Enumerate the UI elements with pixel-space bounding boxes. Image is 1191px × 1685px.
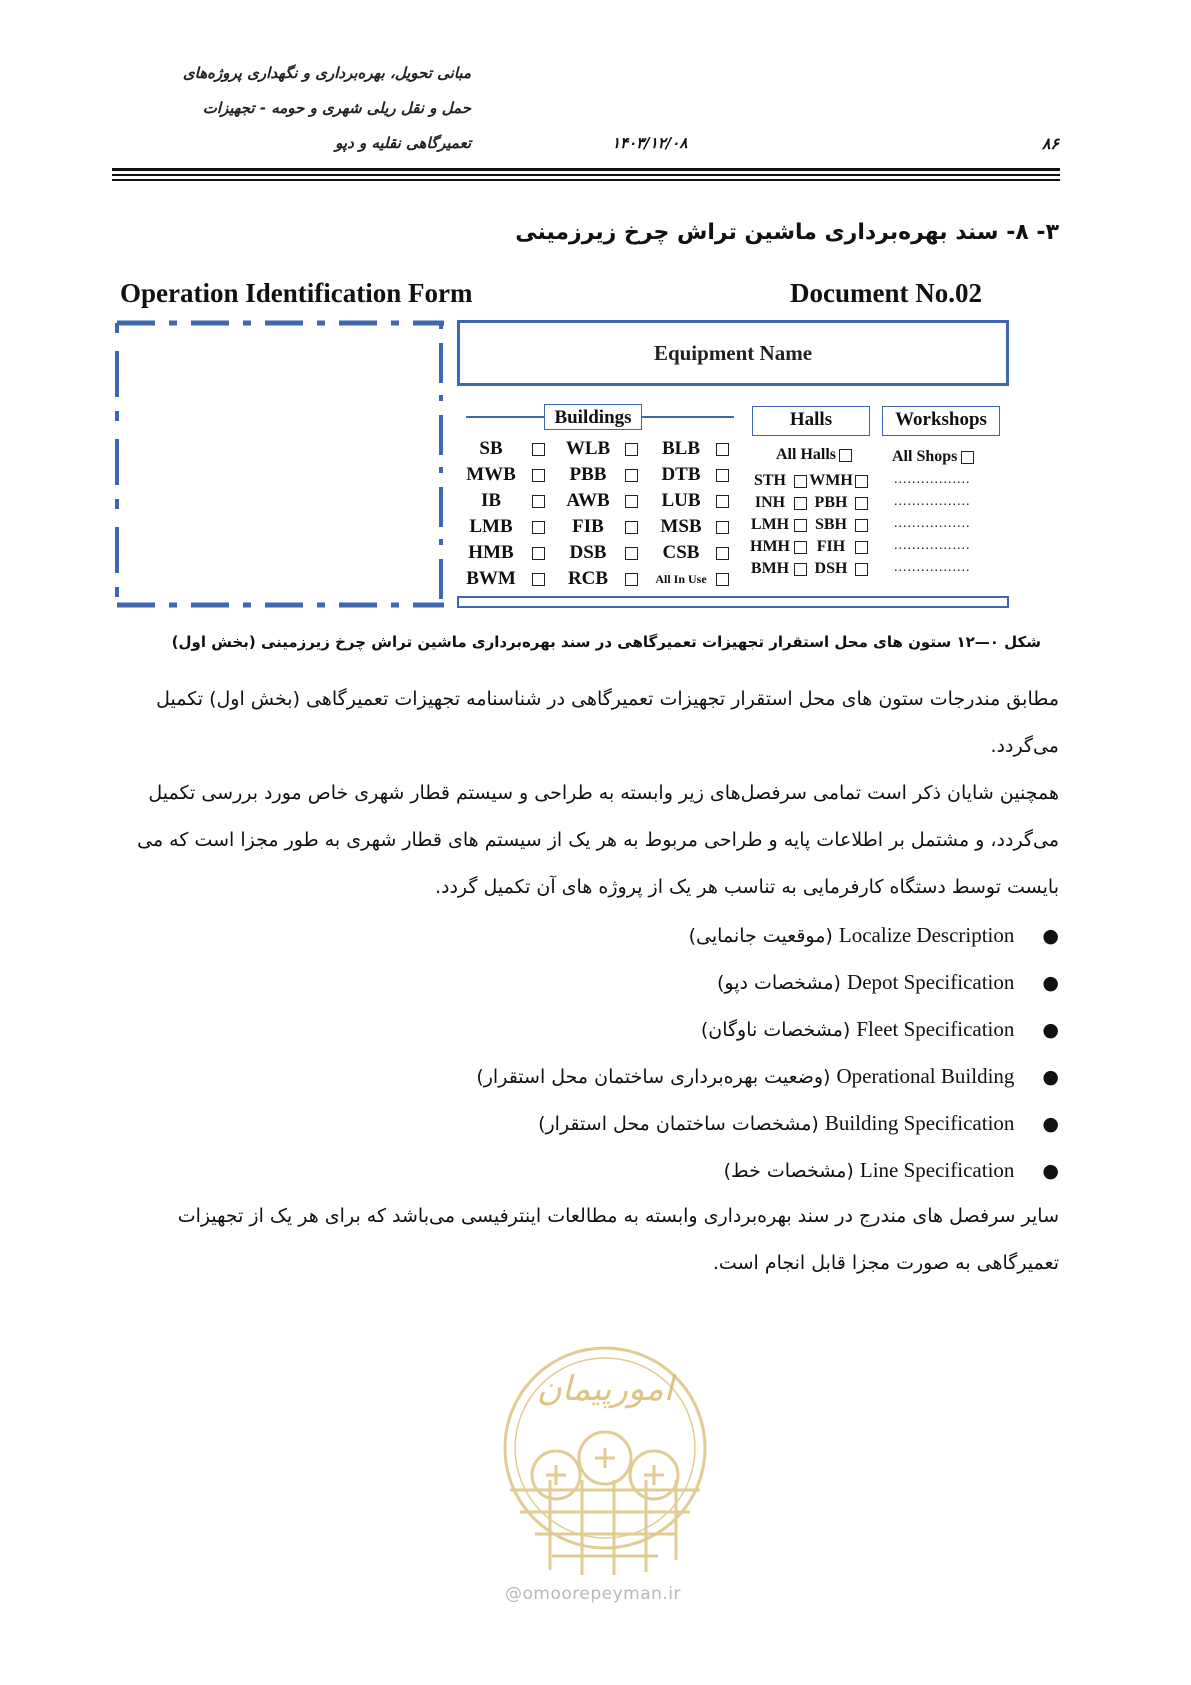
bullet-en: Fleet Specification <box>856 1017 1015 1041</box>
hall-code: SBH <box>814 516 847 533</box>
hall-code: DSH <box>814 560 848 577</box>
bullet-dot: ● <box>1042 925 1059 947</box>
checkbox[interactable] <box>532 469 545 482</box>
form-title: Operation Identification Form <box>120 278 473 308</box>
building-code: BLB <box>661 438 701 459</box>
page-number: ۸۶ <box>1041 134 1059 153</box>
building-code: IB <box>480 490 502 511</box>
bullet-dot: ● <box>1042 1160 1059 1182</box>
checkbox[interactable] <box>716 469 729 482</box>
workshop-blank[interactable]: ................. <box>894 472 971 487</box>
hall-code: PBH <box>814 494 848 511</box>
bullet-item <box>701 1017 1059 1042</box>
bullet-fa: (موقعیت جانمایی) <box>688 925 833 947</box>
building-code: SB <box>479 438 503 459</box>
equipment-name-label: Equipment Name <box>653 340 813 365</box>
bullet-item <box>724 1158 1059 1183</box>
equipment-name-box <box>457 320 1009 386</box>
bullet-dot: ● <box>1042 1113 1059 1135</box>
watermark-logo <box>490 1330 720 1590</box>
watermark-logo-text: امورپیمان <box>536 1369 674 1409</box>
header-date: ۱۴۰۳/۱۲/۰۸ <box>612 134 688 152</box>
building-code: LUB <box>661 490 701 511</box>
checkbox[interactable] <box>532 573 545 586</box>
hall-code: HMH <box>750 538 790 555</box>
building-code: MWB <box>466 464 516 485</box>
checkbox[interactable] <box>532 547 545 560</box>
checkbox[interactable] <box>625 547 638 560</box>
checkbox[interactable] <box>716 547 729 560</box>
building-code: HMB <box>468 542 514 563</box>
paragraph-1-line-2: می‌گردد. <box>990 735 1059 757</box>
checkbox[interactable] <box>839 449 852 462</box>
building-code: WLB <box>565 438 611 459</box>
building-row <box>460 566 729 592</box>
halls-grid <box>750 470 868 580</box>
checkbox[interactable] <box>855 497 868 510</box>
checkbox[interactable] <box>855 475 868 488</box>
hall-code: FIH <box>816 538 846 555</box>
bullet-fa: (وضعیت بهره‌برداری ساختمان محل استقرار) <box>476 1066 831 1088</box>
checkbox[interactable] <box>532 495 545 508</box>
bullet-fa: (مشخصات ساختمان محل استقرار) <box>538 1113 819 1135</box>
building-code: PBB <box>569 464 607 485</box>
checkbox[interactable] <box>855 519 868 532</box>
dashed-frame <box>114 320 444 608</box>
bullet-item <box>538 1111 1059 1136</box>
paragraph-2-line-1: همچنین شایان ذکر است تمامی سرفصل‌های زیر وابسته به طراحی و سیستم قطار شهری خاص مورد بررسی تکمیل <box>148 782 1059 804</box>
header-title-line-1: مبانی تحویل، بهره‌برداری و نگهداری پروژه‌های <box>182 64 471 82</box>
checkbox[interactable] <box>625 495 638 508</box>
paragraph-2-line-3: بایست توسط دستگاه کارفرمایی به تناسب هر یک از پروژه های آن تکمیل گردد. <box>434 876 1059 898</box>
header-rule-top <box>112 168 1060 171</box>
hall-row <box>750 492 868 514</box>
building-row <box>460 514 729 540</box>
checkbox[interactable] <box>794 497 807 510</box>
all-shops-option <box>892 446 974 468</box>
building-code: FIB <box>572 516 604 537</box>
checkbox[interactable] <box>625 443 638 456</box>
building-code: RCB <box>567 568 609 589</box>
buildings-grid <box>460 436 729 592</box>
paragraph-3-line-1: سایر سرفصل های مندرج در سند بهره‌برداری وابسته به مطالعات اینترفیسی می‌باشد که برای هر یک از تجهیزات <box>177 1205 1059 1227</box>
workshop-blank[interactable]: ................. <box>894 516 971 531</box>
building-code: LMB <box>469 516 513 537</box>
all-halls-label: All Halls <box>776 446 837 463</box>
bullet-fa: (مشخصات خط) <box>723 1160 854 1182</box>
all-halls-option <box>776 444 852 466</box>
workshop-blank[interactable]: ................. <box>894 494 971 509</box>
header-rule-bottom <box>112 179 1060 181</box>
section-heading: ۳- ۸- سند بهره‌برداری ماشین تراش چرخ زیرزمینی <box>515 220 1059 245</box>
building-code: DTB <box>661 464 701 485</box>
bullet-en: Localize Description <box>838 923 1015 947</box>
checkbox[interactable] <box>961 451 974 464</box>
building-code: AWB <box>566 490 610 511</box>
checkbox[interactable] <box>716 495 729 508</box>
document-number: Document No.02 <box>790 278 982 308</box>
buildings-label: Buildings <box>544 404 642 430</box>
hall-row <box>750 536 868 558</box>
checkbox[interactable] <box>716 443 729 456</box>
bullet-dot: ● <box>1042 1066 1059 1088</box>
building-row <box>460 462 729 488</box>
workshops-list <box>894 472 971 582</box>
workshop-blank[interactable]: ................. <box>894 560 971 575</box>
hall-code: INH <box>754 494 786 511</box>
workshops-label: Workshops <box>882 406 1000 436</box>
figure-caption: شکل ۰—۱۲ ستون های محل استقرار تجهیزات تعمیرگاهی در سند بهره‌برداری ماشین تراش چرخ زیرزمینی (بخش اول) <box>171 633 1041 651</box>
bullet-dot: ● <box>1042 972 1059 994</box>
paragraph-1-line-1: مطابق مندرجات ستون های محل استقرار تجهیزات تعمیرگاهی در شناسنامه تجهیزات تعمیرگاهی (بخش اول) تکمیل <box>156 688 1059 710</box>
building-code: CSB <box>662 542 700 563</box>
checkbox[interactable] <box>794 563 807 576</box>
bullet-item <box>717 970 1059 995</box>
bullet-dot: ● <box>1042 1019 1059 1041</box>
hall-code: STH <box>753 472 786 489</box>
hall-code: LMH <box>750 516 790 533</box>
checkbox[interactable] <box>855 541 868 554</box>
bullet-en: Depot Specification <box>847 970 1015 994</box>
hall-code: WMH <box>809 472 853 489</box>
building-code-all-in-use: All In Use <box>655 571 707 586</box>
building-row <box>460 540 729 566</box>
form-bottom-bar <box>457 596 1009 608</box>
bullet-fa: (مشخصات ناوگان) <box>700 1019 851 1041</box>
checkbox[interactable] <box>794 475 807 488</box>
all-shops-label: All Shops <box>892 448 958 465</box>
checkbox[interactable] <box>625 469 638 482</box>
building-code: MSB <box>660 516 702 537</box>
checkbox[interactable] <box>625 573 638 586</box>
hall-row <box>750 514 868 536</box>
paragraph-3-line-2: تعمیرگاهی به صورت مجزا قابل انجام است. <box>712 1252 1059 1274</box>
checkbox[interactable] <box>716 521 729 534</box>
bullet-item <box>476 1064 1059 1089</box>
bullet-en: Operational Building <box>836 1064 1015 1088</box>
building-row <box>460 436 729 462</box>
building-row <box>460 488 729 514</box>
paragraph-2-line-2: می‌گردد، و مشتمل بر اطلاعات پایه و طراحی مربوط به هر یک از سیستم های قطار شهری به طور مجزا است که می <box>137 829 1059 851</box>
workshop-blank[interactable]: ................. <box>894 538 971 553</box>
header-title-line-2: حمل و نقل ریلی شهری و حومه - تجهیزات <box>202 99 471 117</box>
watermark-site: @omoorepeyman.ir <box>505 1584 682 1604</box>
hall-row <box>750 558 868 580</box>
checkbox[interactable] <box>716 573 729 586</box>
header-title-line-3: تعمیرگاهی نقلیه و دپو <box>335 134 471 152</box>
checkbox[interactable] <box>625 521 638 534</box>
checkbox[interactable] <box>532 443 545 456</box>
bullet-en: Line Specification <box>859 1158 1015 1182</box>
bullet-en: Building Specification <box>824 1111 1015 1135</box>
hall-code: BMH <box>750 560 790 577</box>
checkbox[interactable] <box>532 521 545 534</box>
building-code: BWM <box>466 568 516 589</box>
bullet-fa: (مشخصات دپو) <box>717 972 841 994</box>
checkbox[interactable] <box>794 541 807 554</box>
building-code: DSB <box>569 542 607 563</box>
halls-label: Halls <box>752 406 870 436</box>
header-rule-middle <box>112 174 1060 176</box>
checkbox[interactable] <box>855 563 868 576</box>
hall-row <box>750 470 868 492</box>
checkbox[interactable] <box>794 519 807 532</box>
bullet-item <box>689 923 1059 948</box>
